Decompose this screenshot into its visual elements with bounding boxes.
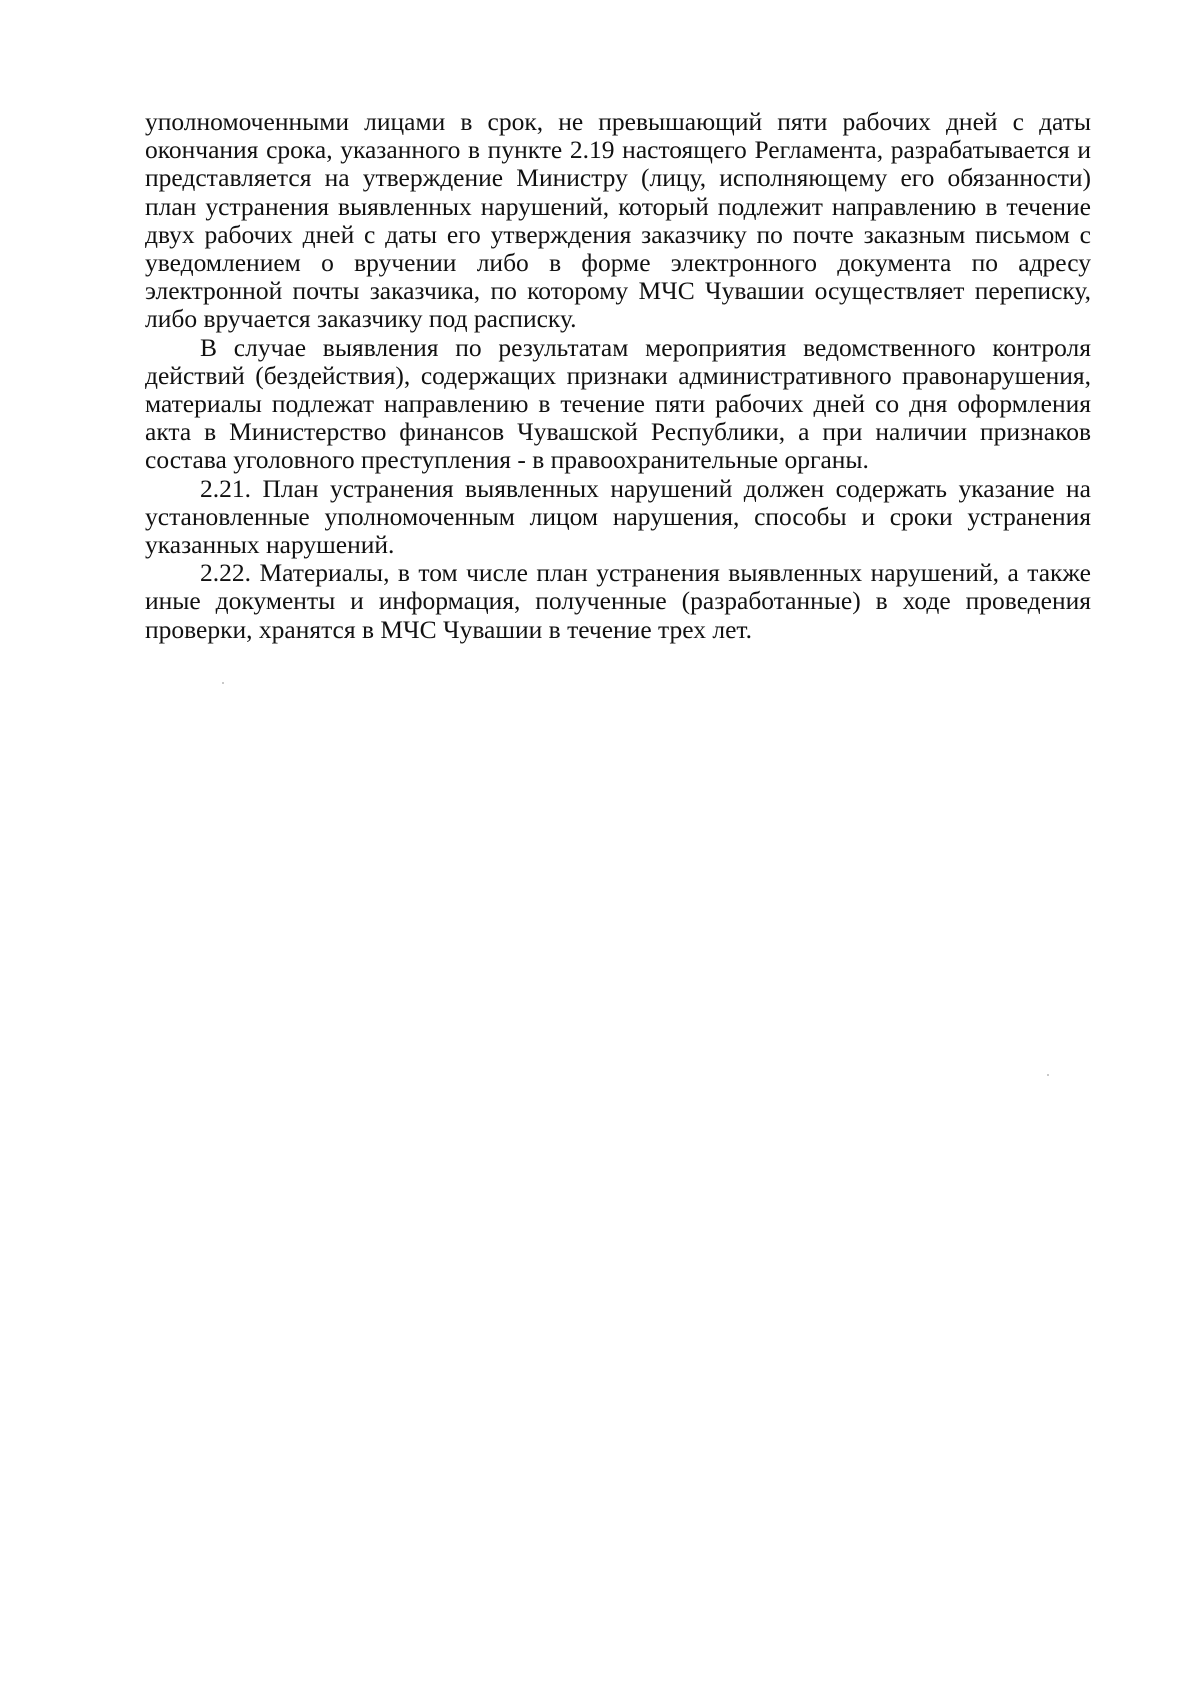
- paragraph-violation-referral: В случае выявления по результатам мероприятия ведомственного контроля действий (бездействия), содержащих признаки административного правонарушения, материалы подлежат направлению в течение пяти рабочих дней со дня оформления акта в Министерство финансов Чувашской Республики, а при наличии признаков состава уголовного преступления - в правоохранительные органы.: [145, 332, 1091, 475]
- scan-speck: [1047, 1074, 1049, 1076]
- paragraph-continuation: уполномоченными лицами в срок, не превышающий пяти рабочих дней с даты окончания срока, указанного в пункте 2.19 настоящего Регламента, разрабатывается и представляется на утверждение Министру (лицу, исполняющему его обязанности) план устранения выявленных нарушений, который подлежит направлению в течение двух рабочих дней с даты его утверждения заказчику по почте заказным письмом с уведомлением о вручении либо в форме электронного документа по адресу электронной почты заказчика, по которому МЧС Чувашии осуществляет переписку, либо вручается заказчику под расписку.: [145, 107, 1091, 334]
- paragraph-2-21: 2.21. План устранения выявленных нарушений должен содержать указание на установленные уполномоченным лицом нарушения, способы и сроки устранения указанных нарушений.: [145, 473, 1091, 560]
- document-body: [145, 108, 1091, 644]
- paragraph-2-22: 2.22. Материалы, в том числе план устранения выявленных нарушений, а также иные документы и информация, полученные (разработанные) в ходе проведения проверки, хранятся в МЧС Чувашии в течение трех лет.: [145, 558, 1091, 644]
- scan-speck: [222, 682, 224, 684]
